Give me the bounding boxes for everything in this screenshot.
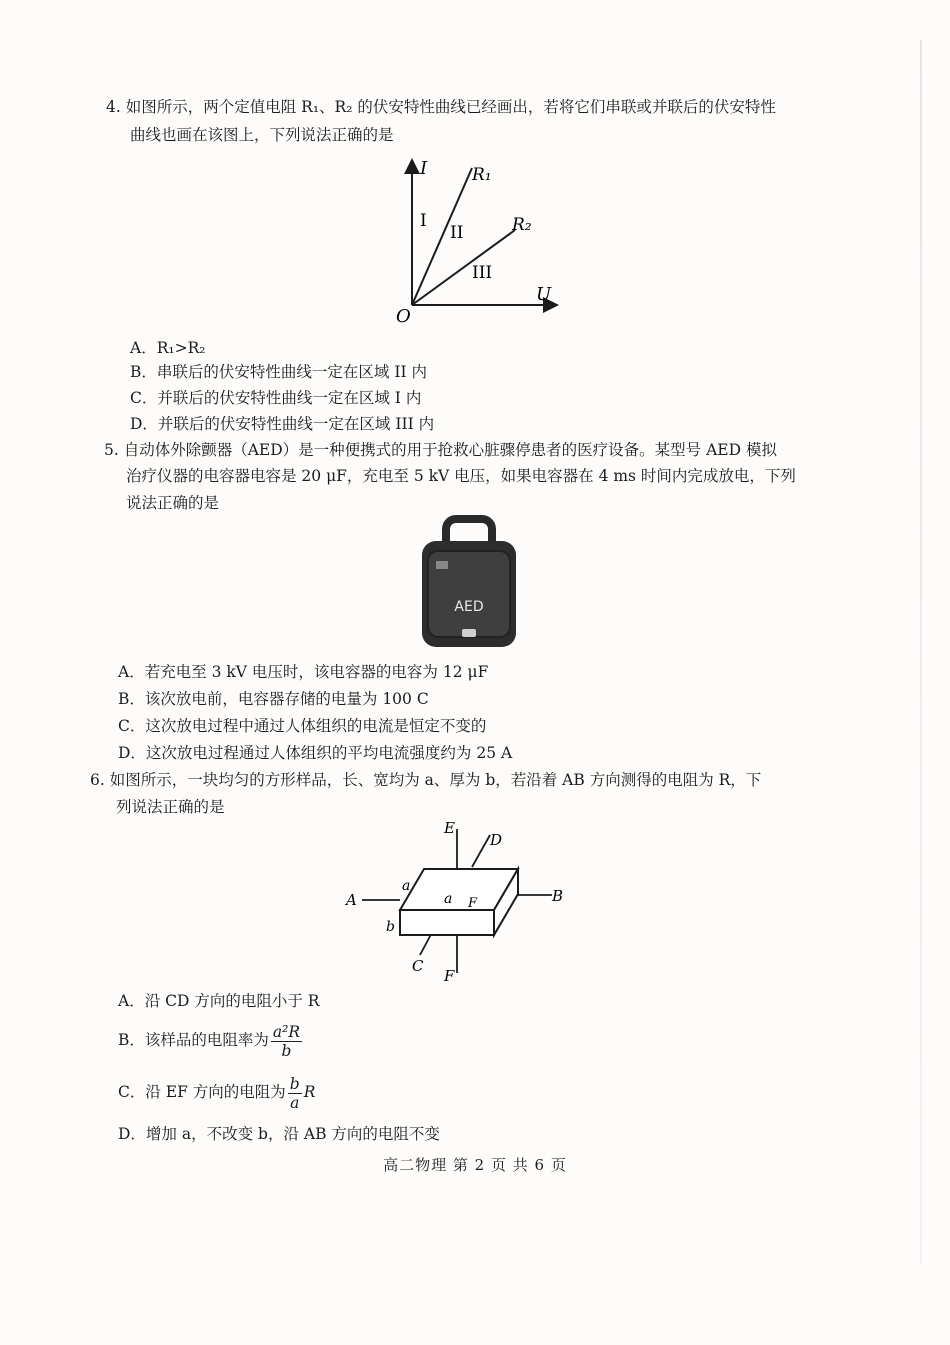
q4-stem-line1: [106, 96, 776, 118]
q6-option-b: [118, 1022, 304, 1060]
aed-label: AED: [454, 599, 484, 615]
page-edge-shadow: [920, 40, 922, 1265]
q6-option-b-text: B．该样品的电阻率为: [118, 1031, 269, 1049]
q4-label-r2: R₂: [512, 215, 532, 235]
q6-option-c-denominator: a: [290, 1093, 300, 1112]
q5-option-a: A．若充电至 3 kV 电压时，该电容器的电容为 12 μF: [118, 663, 489, 681]
q6-label-e-point: E: [444, 819, 455, 837]
q6-label-b-thickness: b: [386, 919, 395, 935]
q6-stem-text1: 如图所示，一块均匀的方形样品，长、宽均为 a、厚为 b，若沿着 AB 方向测得的电阻为 R，下: [109, 771, 762, 789]
q5-stem-line1: [104, 439, 777, 461]
q6-stem-line2: 列说法正确的是: [116, 798, 225, 816]
q4-label-origin: O: [396, 306, 411, 327]
q6-option-c-fraction: [288, 1075, 302, 1112]
q5-option-c: C．这次放电过程中通过人体组织的电流是恒定不变的: [118, 717, 487, 735]
q4-option-b: B．串联后的伏安特性曲线一定在区域 II 内: [130, 363, 427, 381]
q6-label-b-point: B: [552, 887, 564, 905]
q6-option-b-fraction: [271, 1023, 302, 1060]
q6-label-c-point: C: [412, 957, 424, 975]
q4-iu-graph: [390, 150, 570, 330]
page-footer: 高二物理 第 2 页 共 6 页: [383, 1156, 567, 1174]
q5-stem-text1: 自动体外除颤器（AED）是一种便携式的用于抢救心脏骤停患者的医疗设备。某型号 AED 模拟: [123, 441, 777, 459]
q4-label-r1: R₁: [472, 165, 492, 185]
q6-option-b-denominator: b: [281, 1041, 292, 1060]
q6-option-c-numerator: b: [289, 1074, 300, 1093]
q4-region-2: II: [450, 223, 464, 243]
q4-option-c: C．并联后的伏安特性曲线一定在区域 I 内: [130, 389, 422, 407]
q6-label-d-point: D: [490, 831, 503, 849]
q4-number: 4.: [106, 98, 121, 116]
q6-option-c-suffix: R: [303, 1083, 316, 1101]
aed-device-image: [418, 515, 518, 650]
q6-option-d: D．增加 a，不改变 b，沿 AB 方向的电阻不变: [118, 1125, 440, 1143]
q6-option-b-numerator: a²R: [272, 1022, 301, 1041]
q6-label-a-edge-left: a: [402, 878, 411, 894]
q4-region-1: I: [420, 211, 427, 231]
q4-option-d: D．并联后的伏安特性曲线一定在区域 III 内: [130, 415, 435, 433]
q6-sample-figure: [340, 815, 580, 985]
q6-stem-line1: [90, 769, 761, 791]
q6-option-c-text: C．沿 EF 方向的电阻为: [118, 1083, 286, 1101]
q4-region-3: III: [472, 263, 493, 283]
q4-option-a: A．R₁>R₂: [130, 339, 206, 357]
q4-label-i: I: [420, 158, 428, 179]
q5-stem-line2: 治疗仪器的电容器电容是 20 μF，充电至 5 kV 电压，如果电容器在 4 ms 时间内完成放电，下列: [126, 467, 796, 485]
q4-label-u: U: [536, 284, 552, 305]
q5-number: 5.: [104, 441, 119, 459]
q5-option-b: B．该次放电前，电容器存储的电量为 100 C: [118, 690, 429, 708]
q6-option-c: [118, 1074, 315, 1112]
q5-option-d: D．这次放电过程通过人体组织的平均电流强度约为 25 A: [118, 744, 513, 762]
q5-stem-line3: 说法正确的是: [126, 494, 220, 512]
q6-label-f-top: F: [468, 896, 478, 911]
q6-label-a-point: A: [346, 891, 357, 909]
q6-label-f-bottom: F: [444, 967, 455, 985]
q4-stem-text1: 如图所示，两个定值电阻 R₁、R₂ 的伏安特性曲线已经画出，若将它们串联或并联后的伏安特性: [125, 98, 776, 116]
q4-stem-line2: 曲线也画在该图上，下列说法正确的是: [130, 126, 394, 144]
q6-label-a-edge-top: a: [444, 891, 453, 907]
q6-number: 6.: [90, 771, 105, 789]
q6-option-a: A．沿 CD 方向的电阻小于 R: [118, 992, 320, 1010]
